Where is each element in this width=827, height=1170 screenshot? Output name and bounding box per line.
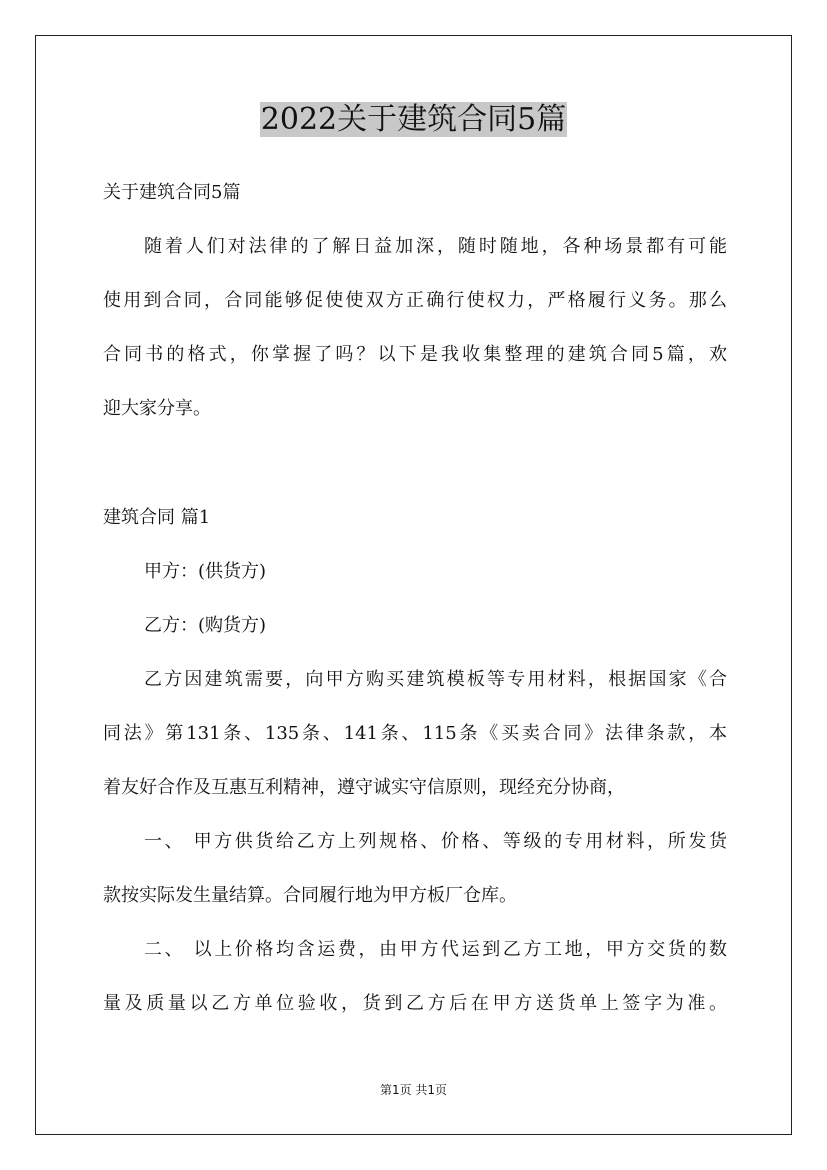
- party-a-line: 甲方：(供货方): [144, 561, 267, 582]
- intro-line-1: 随着人们对法律的了解日益加深，随时随地，各种场景都有可能: [144, 236, 727, 257]
- clause-1-line-2: 款按实际发生量结算。合同履行地为甲方板厂仓库。: [103, 885, 517, 906]
- party-b-line: 乙方：(购货方): [144, 615, 267, 636]
- clause-2-line-2: 量及质量以乙方单位验收，货到乙方后在甲方送货单上签字为准。: [103, 993, 727, 1014]
- body-paragraph-line-3: 着友好合作及互惠互利精神，遵守诚实守信原则，现经充分协商，: [103, 777, 625, 798]
- intro-line-4: 迎大家分享。: [103, 398, 211, 419]
- section-heading: 建筑合同 篇1: [103, 507, 211, 528]
- page-number-footer: 第1页 共1页: [379, 1083, 448, 1097]
- body-paragraph-line-1: 乙方因建筑需要，向甲方购买建筑模板等专用材料，根据国家《合: [144, 669, 727, 690]
- document-title-text: 2022关于建筑合同5篇: [260, 102, 567, 137]
- body-paragraph-line-2: 同法》第131条、135条、141条、115条《买卖合同》法律条款，本: [103, 723, 727, 744]
- document-title: [0, 98, 827, 142]
- clause-1-line-1: 一、 甲方供货给乙方上列规格、价格、等级的专用材料，所发货: [144, 831, 727, 852]
- intro-line-2: 使用到合同，合同能够促使使双方正确行使权力，严格履行义务。那么: [103, 290, 727, 311]
- document-subtitle: 关于建筑合同5篇: [103, 182, 241, 203]
- intro-line-3: 合同书的格式，你掌握了吗？以下是我收集整理的建筑合同5篇，欢: [103, 344, 727, 365]
- clause-2-line-1: 二、 以上价格均含运费，由甲方代运到乙方工地，甲方交货的数: [144, 939, 727, 960]
